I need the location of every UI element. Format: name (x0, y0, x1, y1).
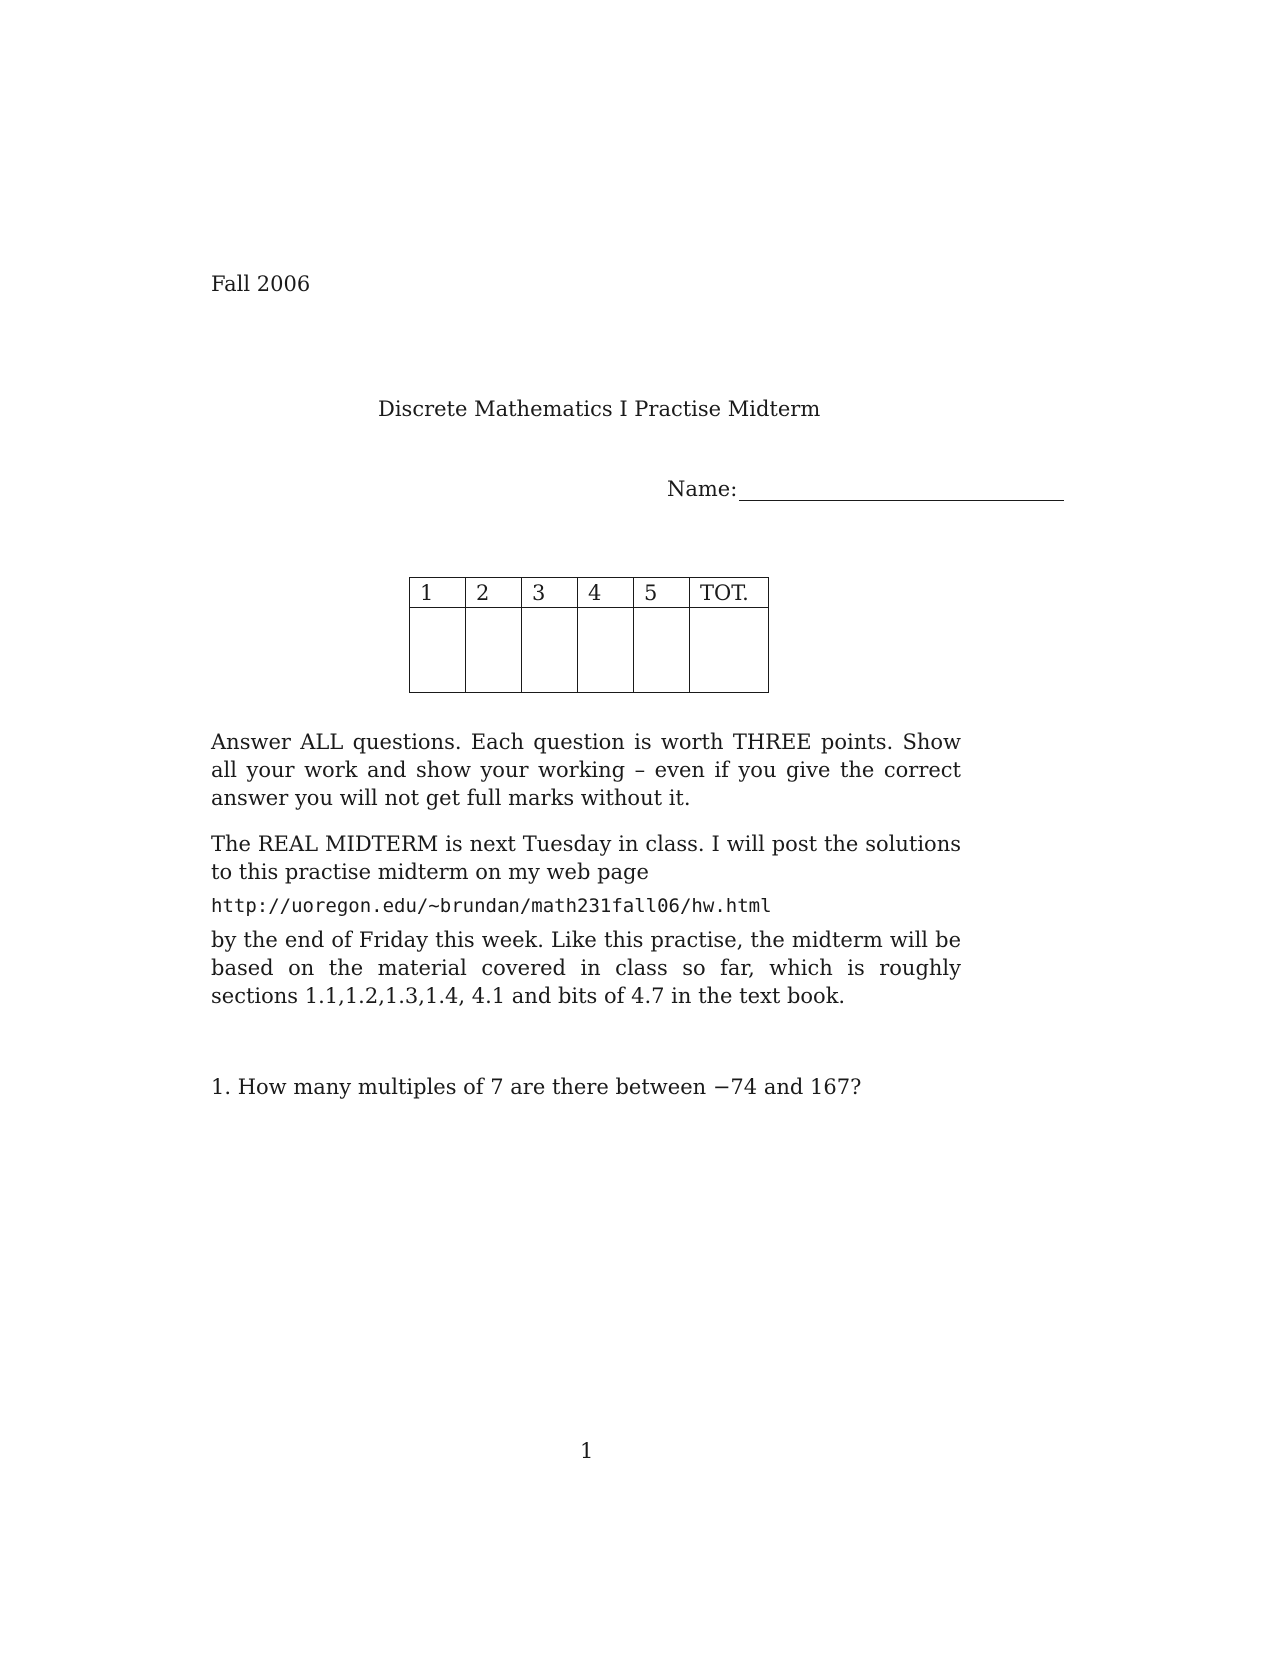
instructions-paragraph: Answer ALL questions. Each question is worth THREE points. Show all your work and show your working – even if you give the correct answer you will not get full marks without it. (211, 730, 961, 810)
score-cell-q3 (522, 608, 578, 693)
term-label: Fall 2006 (211, 272, 311, 296)
solutions-url: http://uoregon.edu/∼brundan/math231fall06/hw.html (211, 895, 772, 917)
score-header-q5: 5 (634, 578, 690, 608)
score-table-blank-row (410, 608, 769, 693)
score-cell-q2 (466, 608, 522, 693)
name-label: Name: (667, 477, 738, 501)
page-number: 1 (580, 1439, 594, 1463)
score-cell-q5 (634, 608, 690, 693)
score-header-q1: 1 (410, 578, 466, 608)
name-field-row (667, 477, 1064, 501)
score-header-q2: 2 (466, 578, 522, 608)
midterm-notice-paragraph: The REAL MIDTERM is next Tuesday in class. I will post the solutions to this practise midterm on my web page (211, 832, 961, 884)
score-header-q3: 3 (522, 578, 578, 608)
score-header-q4: 4 (578, 578, 634, 608)
score-table-header-row (410, 578, 769, 608)
score-header-total: TOT. (690, 578, 769, 608)
coverage-paragraph: by the end of Friday this week. Like this practise, the midterm will be based on the material covered in class so far, which is roughly sections 1.1,1.2,1.3,1.4, 4.1 and bits of 4.7 in the text book. (211, 928, 961, 1008)
score-cell-q4 (578, 608, 634, 693)
question-1: 1. How many multiples of 7 are there between −74 and 167? (211, 1075, 862, 1099)
score-cell-q1 (410, 608, 466, 693)
score-table (409, 577, 769, 693)
exam-title: Discrete Mathematics I Practise Midterm (378, 397, 821, 421)
name-blank-line (739, 480, 1064, 501)
score-cell-total (690, 608, 769, 693)
